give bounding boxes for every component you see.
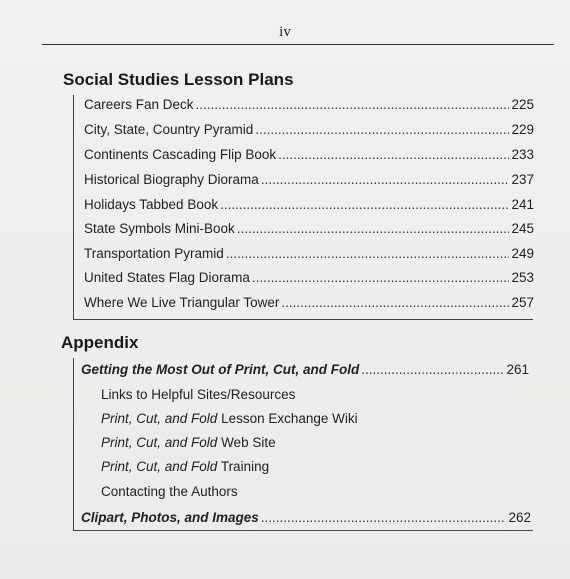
toc-entry-where-we-live-triangular-tower: Where We Live Triangular Tower ..... 257 (84, 295, 534, 310)
toc-entry-continents-cascading-flip-book: Continents Cascading Flip Book ..... 233 (84, 147, 534, 162)
header-rule (42, 44, 554, 45)
toc-entry-united-states-flag-diorama: United States Flag Diorama ..... 253 (84, 270, 534, 285)
toc-entry-holidays-tabbed-book: Holidays Tabbed Book ..... 241 (84, 197, 534, 212)
section-title-social-studies: Social Studies Lesson Plans (63, 70, 294, 89)
page-number: iv (279, 24, 291, 40)
subentry-contacting-the-authors: Contacting the Authors (101, 484, 238, 499)
appendix-bracket-line (73, 358, 74, 530)
toc-entry-getting-the-most-out: Getting the Most Out of Print, Cut, and Fold ..... 261 (81, 362, 529, 377)
subentry-web-site: Print, Cut, and Fold Web Site (101, 435, 276, 450)
subentry-lesson-exchange-wiki: Print, Cut, and Fold Lesson Exchange Wiki (101, 411, 358, 426)
toc-entry-city-state-country-pyramid: City, State, Country Pyramid ..... 229 (84, 122, 534, 137)
section-divider (73, 319, 533, 320)
toc-entry-historical-biography-diorama: Historical Biography Diorama ..... 237 (84, 172, 534, 187)
toc-entry-state-symbols-mini-book: State Symbols Mini-Book ..... 245 (84, 221, 534, 236)
appendix-divider (73, 530, 533, 531)
section-bracket-line (73, 95, 74, 319)
section-title-appendix: Appendix (61, 333, 139, 352)
subentry-training: Print, Cut, and Fold Training (101, 459, 270, 474)
toc-entry-clipart-photos-images: Clipart, Photos, and Images ..... 262 (81, 510, 531, 525)
toc-entry-transportation-pyramid: Transportation Pyramid ..... 249 (84, 246, 534, 261)
toc-entry-careers-fan-deck: Careers Fan Deck ..... 225 (84, 97, 534, 112)
subentry-links-helpful-sites: Links to Helpful Sites/Resources (101, 387, 296, 402)
